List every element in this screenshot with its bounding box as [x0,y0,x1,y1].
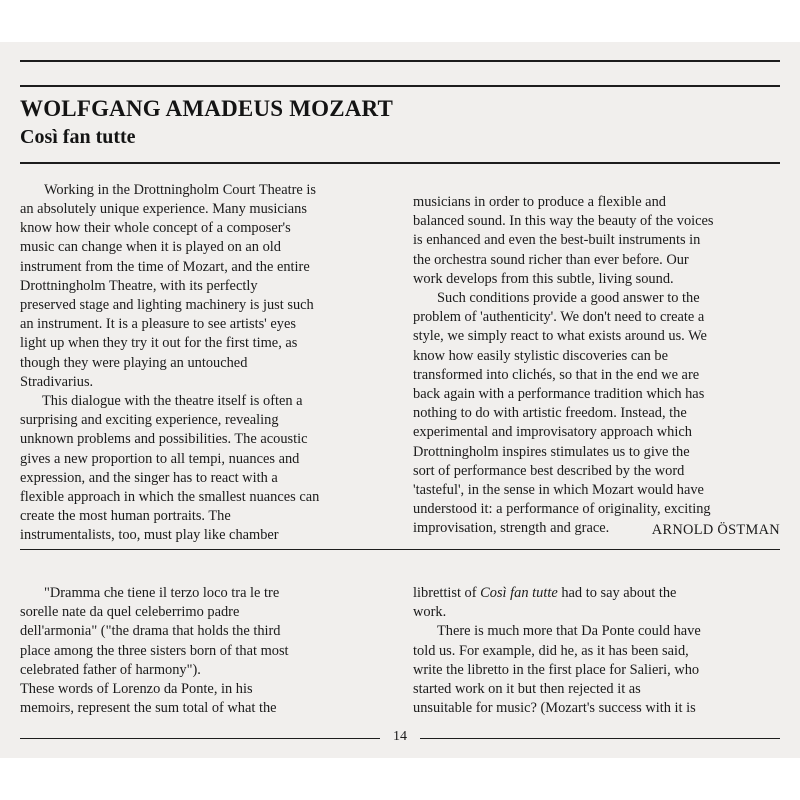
text-line: surprising and exciting experience, revealing [20,412,279,429]
text-line: balanced sound. In this way the beauty of the voices [413,213,714,230]
text-line: musicians in order to produce a flexible and [413,194,666,210]
text-line: memoirs, represent the sum total of what the [20,700,277,717]
top-margin [0,0,800,42]
header-rule-top [20,85,780,87]
text-line: music can change when it is played on an old [20,239,281,256]
text-line: the orchestra sound richer than ever before. Our [413,251,689,268]
text-line: back again with a performance tradition which has [413,386,705,403]
text-line: though they were playing an untouched [20,354,248,371]
text-line: This dialogue with the theatre itself is often a [42,393,303,410]
text-line: Such conditions provide a good answer to the [437,290,700,307]
text-line: style, we simply react to what exists around us. We [413,328,707,345]
footer-rule-left [20,738,380,739]
text-line: transformed into clichés, so that in the end we are [413,366,700,383]
text-line: know how easily stylistic discoveries can be [413,347,668,364]
text-line: 'tasteful', in the sense in which Mozart would have [413,482,704,499]
page-number: 14 [393,729,407,744]
text-line: "Dramma che tiene il terzo loco tra le tre [44,585,280,601]
text-line: an absolutely unique experience. Many musicians [20,201,307,217]
text-line: Working in the Drottningholm Court Theatre is [44,182,316,198]
composer-name: WOLFGANG AMADEUS MOZART [20,96,394,121]
text-line: expression, and the singer has to react with a [20,469,278,486]
text-line: started work on it but then rejected it as [413,681,641,698]
text-line: sorelle nate da quel celeberrimo padre [20,604,240,621]
section-divider [20,549,780,550]
text-line: told us. For example, did he, as it has been said, [413,642,689,659]
bottom-margin [0,758,800,800]
text-line: These words of Lorenzo da Ponte, in his [20,681,253,698]
text-line: work develops from this subtle, living sound. [413,270,674,287]
text-line: gives a new proportion to all tempi, nuances and [20,450,300,467]
author-signature: ARNOLD ÖSTMAN [651,522,780,538]
text-line: nothing to do with artistic freedom. Instead, the [413,405,687,422]
essay2-left-column [20,584,395,718]
text-line: work. [413,604,447,621]
essay1-right-column [413,193,783,539]
essay1-left-body [20,200,390,546]
text-line: is enhanced and even the best-built instruments in [413,232,701,249]
text-line: unsuitable for music? (Mozart's success with it is [413,700,696,717]
text-line: place among the three sisters born of that most [20,642,289,659]
top-rule [20,60,780,62]
text-line: There is much more that Da Ponte could have [437,623,701,640]
text-line: an instrument. It is a pleasure to see artists' eyes [20,316,296,333]
text-line: experimental and improvisatory approach which [413,424,692,441]
text-fragment: had to say about the [557,585,677,601]
text-line [413,584,783,603]
text-line: Stradivarius. [20,373,94,390]
text-line: Drottningholm inspires stimulates us to give the [413,443,690,460]
text-line: flexible approach in which the smallest nuances can [20,489,320,506]
text-line: celebrated father of harmony"). [20,661,201,678]
header-rule-bottom [20,162,780,164]
work-title: Così fan tutte [20,126,136,148]
text-line: dell'armonia" ("the drama that holds the third [20,623,281,640]
text-line: preserved stage and lighting machinery is just such [20,297,314,314]
text-line: sort of performance best described by the word [413,462,685,479]
essay2-right-column [413,584,783,718]
text-line: write the libretto in the first place for Salieri, who [413,661,700,678]
text-line: unknown problems and possibilities. The acoustic [20,431,308,448]
text-line: instrumentalists, too, must play like chamber [20,527,279,544]
essay1-left-column [44,181,389,200]
text-line: light up when they try it out for the first time, as [20,335,298,352]
text-line: instrument from the time of Mozart, and the entire [20,258,310,275]
text-line: understood it: a performance of originality, exciting [413,501,711,518]
footer-rule-right [420,738,780,739]
text-fragment: librettist of [413,585,481,601]
text-line: improvisation, strength and grace. [413,520,610,537]
text-line: Drottningholm Theatre, with its perfectly [20,277,258,294]
text-line: create the most human portraits. The [20,508,231,525]
text-line: problem of 'authenticity'. We don't need to create a [413,309,705,326]
work-title-italic: Così fan tutte [480,585,558,601]
text-line: know how their whole concept of a composer's [20,220,291,237]
